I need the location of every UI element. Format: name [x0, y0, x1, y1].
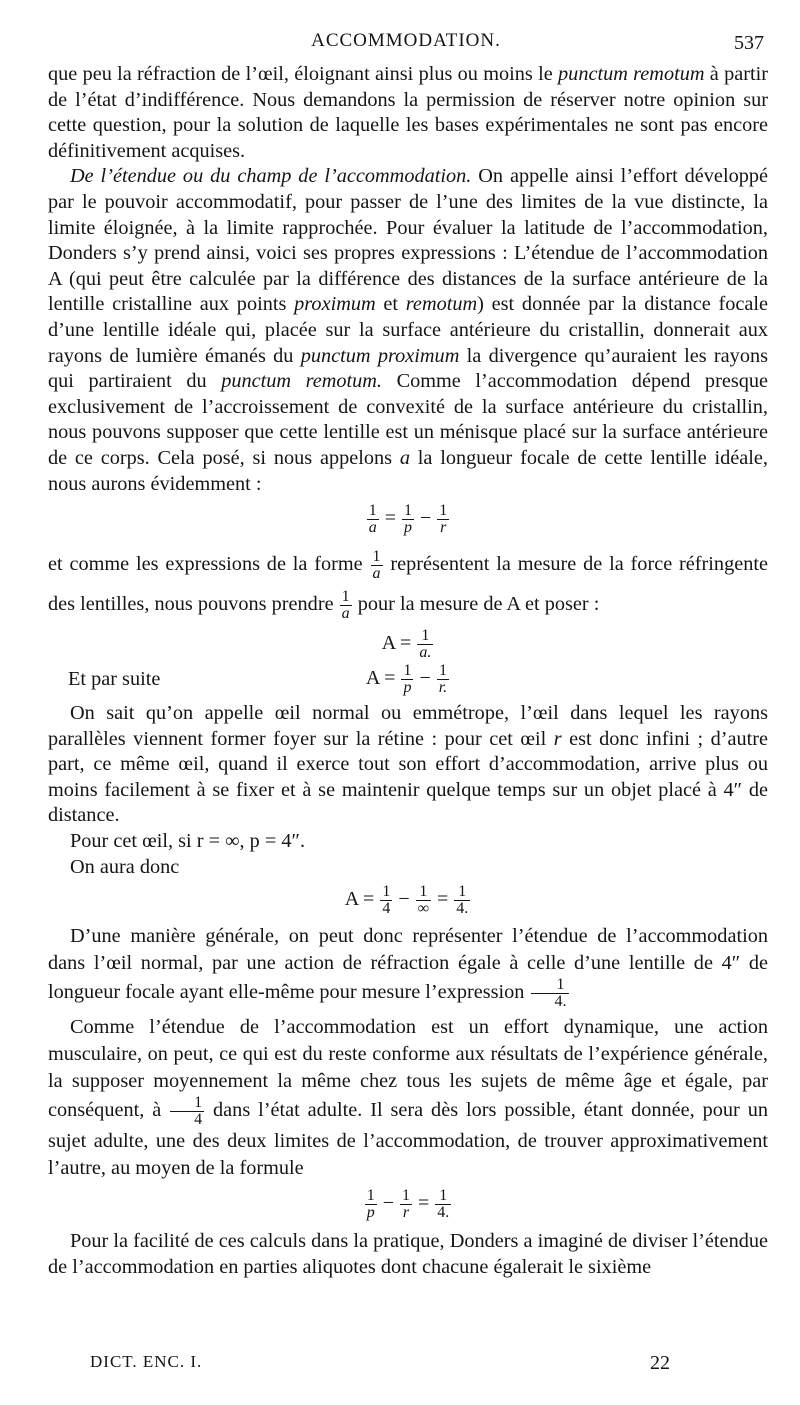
text-run: pour la mesure de A et poser : — [352, 593, 600, 616]
equation-3-line — [48, 663, 768, 701]
italic-term: proximum — [294, 293, 376, 316]
fraction — [365, 1188, 377, 1221]
denominator: p — [403, 679, 412, 697]
numerator: 1 — [416, 884, 431, 901]
text-run: et — [375, 293, 406, 316]
minus-sign: − — [420, 507, 432, 530]
text-run: dans l’état adulte. Il sera dès lors possible, étant donnée, pour un sujet adulte, une des deux limites de l’accommodation, de trouver approximativement l’autre, au moyen de la formule — [48, 1099, 769, 1180]
paragraph-2 — [48, 164, 768, 497]
numerator: 1 — [366, 1187, 375, 1205]
equation-5 — [48, 1188, 768, 1221]
fraction — [417, 628, 433, 661]
italic-term: remotum — [405, 293, 478, 316]
numerator: 1 — [404, 502, 412, 520]
numerator: 1 — [170, 1095, 204, 1112]
numerator: 1 — [372, 547, 381, 565]
fraction — [380, 884, 392, 917]
numerator: 1 — [439, 502, 448, 520]
italic-term: punctum remotum — [558, 63, 705, 85]
equals-sign: = — [384, 507, 396, 530]
paragraph-7: On aura donc — [70, 855, 180, 878]
denominator: p — [366, 1204, 375, 1222]
equals-sign: = — [437, 888, 449, 911]
equals-sign: = — [363, 888, 375, 911]
fraction — [402, 503, 414, 536]
math-symbol: A — [344, 888, 359, 911]
math-variable: a — [399, 446, 410, 469]
fraction — [400, 1188, 412, 1221]
denominator: a — [372, 564, 381, 582]
equals-sign: = — [384, 667, 396, 690]
fraction — [531, 977, 569, 1010]
paragraph-6: Pour cet œil, si r = ∞, p = 4″. — [70, 830, 306, 853]
math-variable: r — [553, 727, 562, 750]
running-title: ACCOMMODATION. — [311, 30, 501, 51]
text-run: la divergence qu’auraient les rayons qui partiraient du — [48, 344, 768, 393]
equals-sign: = — [400, 632, 412, 655]
running-header — [48, 30, 764, 60]
text-run: ) est donnée par la distance focale d’une lentille idéale qui, placée sur la surface antérieure du cristallin, donnerait aux rayons de lumière émanés du — [48, 293, 769, 367]
text-run: Et par suite — [68, 668, 161, 691]
italic-term: punctum proximum — [300, 344, 460, 367]
numerator: 1 — [435, 1188, 451, 1205]
text-run: et comme les expressions de la forme — [48, 553, 370, 576]
denominator: a — [341, 604, 350, 622]
fraction — [437, 503, 449, 536]
equation-1 — [48, 503, 768, 536]
printer-signature: DICT. ENC. I. — [90, 1352, 203, 1371]
paragraph-5 — [48, 701, 768, 829]
minus-sign: − — [382, 1192, 394, 1215]
denominator: 4. — [437, 1204, 450, 1222]
italic-term: punctum remotum. — [221, 370, 383, 393]
denominator: 4 — [194, 1111, 203, 1129]
text-run: la longueur focale de cette lentille idéale, nous aurons évidemment : — [48, 446, 768, 495]
denominator: ∞ — [417, 900, 430, 918]
minus-sign: − — [398, 888, 410, 911]
denominator: r. — [438, 679, 448, 697]
equation-4 — [48, 884, 768, 917]
fraction — [170, 1095, 204, 1128]
equation-2 — [48, 628, 768, 661]
fraction — [340, 589, 352, 622]
fraction — [437, 663, 449, 696]
equals-sign: = — [418, 1192, 430, 1215]
text-run: que peu la réfraction de l’œil, éloignant ainsi plus ou moins le — [48, 63, 559, 85]
denominator: 4 — [382, 900, 391, 918]
numerator: 1 — [417, 628, 433, 645]
numerator: 1 — [531, 977, 569, 994]
text-run: D’une manière générale, on peut donc représenter l’étendue de l’accommodation dans l’œil normal, par une action de réfraction égale à celle d’une lentille de 4″ de longueur focale ayant elle-même pour mesure l’expression — [48, 925, 768, 1004]
fraction — [367, 503, 379, 536]
denominator: 4. — [456, 900, 469, 918]
paragraph-9 — [48, 1014, 768, 1182]
text-run: est donc infini ; d’autre part, ce même œil, quand il exerce tout son effort d’accommodation, arrive plus ou moins facilement à se fixer et à se maintenir quelque temps sur un objet placé à 4″ de distance. — [48, 727, 769, 827]
fraction — [371, 549, 383, 582]
denominator: 4. — [554, 993, 567, 1011]
denominator: r — [440, 519, 447, 537]
numerator: 1 — [368, 502, 377, 520]
math-symbol: A — [381, 632, 396, 655]
fraction — [454, 884, 470, 917]
fraction — [435, 1188, 451, 1221]
minus-sign: − — [419, 667, 431, 690]
text-run: représentent la mesure de la force réfringente des lentilles, nous pouvons prendre — [48, 553, 768, 616]
numerator: 1 — [341, 587, 350, 605]
text-run: à partir de l’état d’indifférence. Nous demandons la permission de réserver notre opinion sur cette question, pour la solution de laquelle les bases expérimentales ne sont pas encore définitivement acquises. — [48, 63, 769, 162]
text-run: On appelle ainsi l’effort développé par le pouvoir accommodatif, pour passer de l’une des limites de la vue distincte, la limite éloignée, à la limite rapprochée. Pour évaluer la latitude de l’accommodation, Donders s’y prend ainsi, voici ses propres expressions : L’étendue de l’accommodation A (qui peut être calculée par la différence des distances de la surface antérieure de la lentille cristalline aux points — [48, 165, 768, 316]
sheet-number: 22 — [650, 1352, 670, 1374]
denominator: r — [402, 1204, 410, 1222]
page-body — [48, 62, 768, 1280]
equation-3 — [48, 663, 768, 696]
page-footer — [90, 1352, 670, 1382]
numerator: 1 — [402, 1187, 410, 1205]
numerator: 1 — [382, 883, 391, 901]
numerator: 1 — [437, 663, 449, 680]
text-run: Comme l’accommodation dépend presque exclusivement de l’accroissement de convexité de la surface antérieure du cristallin, nous pouvons supposer que cette lentille est un ménisque placé sur la surface antérieure de ce corps. Cela posé, si nous appelons — [48, 370, 768, 469]
text-run: Comme l’étendue de l’accommodation est un effort dynamique, une action musculaire, on peut, ce qui est du reste conforme aux résultats de l’expérience générale, la supposer moyennement la même chez tous les sujets de même âge et égale, par conséquent, à — [48, 1016, 768, 1122]
fraction — [401, 663, 413, 696]
paragraph-3 — [48, 544, 768, 624]
text-run: On sait qu’on appelle œil normal ou emmétrope, l’œil dans lequel les rayons parallèles viennent former foyer sur la rétine : pour cet œil — [48, 702, 768, 750]
numerator: 1 — [403, 662, 412, 680]
denominator: a. — [419, 644, 432, 662]
section-heading-italic: De l’étendue ou du champ de l’accommodation. — [70, 165, 472, 188]
denominator: a — [368, 519, 377, 537]
denominator: p — [404, 519, 412, 537]
paragraph-10: Pour la facilité de ces calculs dans la pratique, Donders a imaginé de diviser l’étendue de l’accommodation en parties aliquotes dont chacune égalerait le sixième — [48, 1230, 768, 1278]
numerator: 1 — [454, 884, 470, 901]
paragraph-8 — [48, 923, 768, 1010]
page-number: 537 — [734, 32, 764, 54]
math-symbol: A — [365, 667, 380, 690]
fraction — [416, 884, 431, 917]
paragraph-1 — [48, 62, 768, 164]
